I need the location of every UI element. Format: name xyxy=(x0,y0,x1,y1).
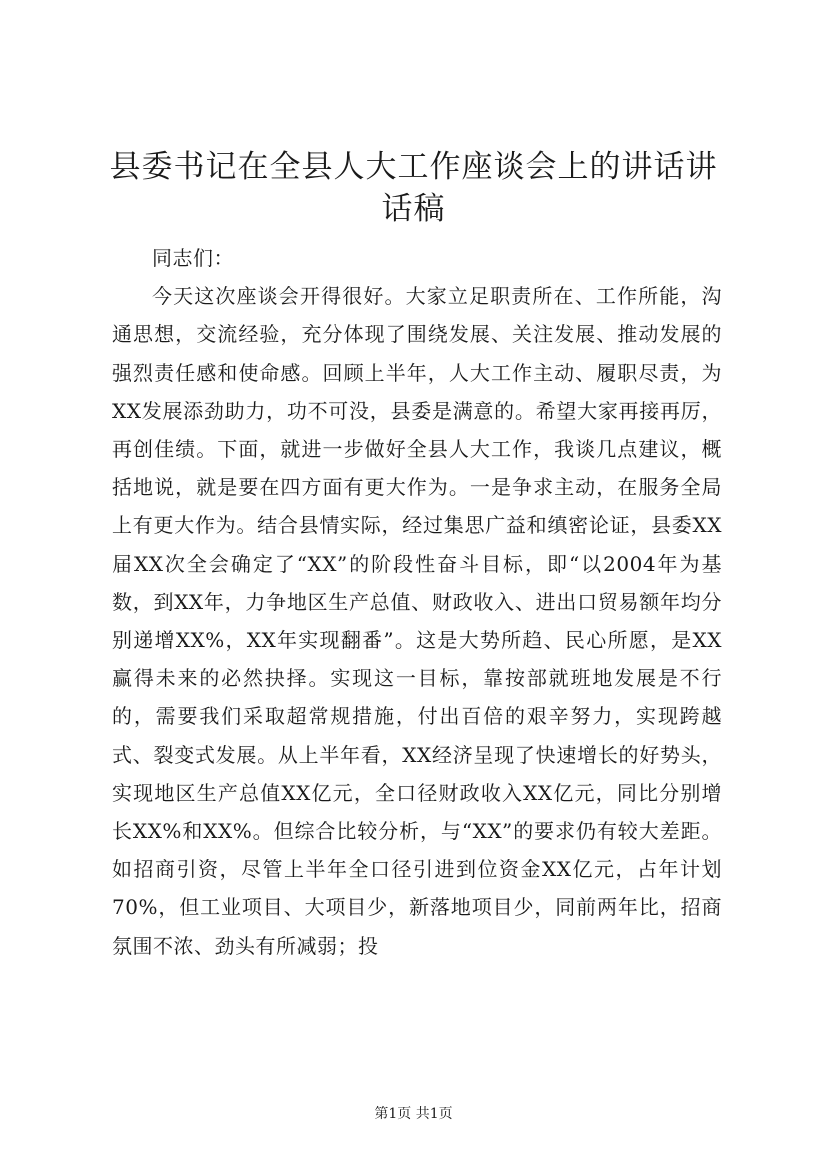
page-footer: 第1页 共1页 xyxy=(374,1106,453,1122)
body-paragraph: 今天这次座谈会开得很好。大家立足职责所在、工作所能，沟通思想，交流经验，充分体现了围绕发展、关注发展、推动发展的强烈责任感和使命感。回顾上半年，人大工作主动、履职尽责，为XX发展添劲助力，功不可没，县委是满意的。希望大家再接再厉，再创佳绩。下面，就进一步做好全县人大工作，我谈几点建议，概括地说，就是要在四方面有更大作为。一是争求主动，在服务全局上有更大作为。结合县情实际，经过集思广益和缜密论证，县委XX届XX次全会确定了“XX”的阶段性奋斗目标，即“以2004年为基数，到XX年，力争地区生产总值、财政收入、进出口贸易额年均分别递增XX%，XX年实现翻番”。这是大势所趋、民心所愿，是XX赢得未来的必然抉择。实现这一目标，靠按部就班地发展是不行的，需要我们采取超常规措施，付出百倍的艰辛努力，实现跨越式、裂变式发展。从上半年看，XX经济呈现了快速增长的好势头，实现地区生产总值XX亿元，全口径财政收入XX亿元，同比分别增长XX%和XX%。但综合比较分析，与“XX”的要求仍有较大差距。如招商引资，尽管上半年全口径引进到位资金XX亿元，占年计划70%，但工业项目、大项目少，新落地项目少，同前两年比，招商氛围不浓、劲头有所减弱；投 xyxy=(112,284,722,958)
salutation: 同志们： xyxy=(152,246,234,270)
document-body xyxy=(112,239,722,965)
document-title: 县委书记在全县人大工作座谈会上的讲话讲话稿 xyxy=(109,149,718,227)
